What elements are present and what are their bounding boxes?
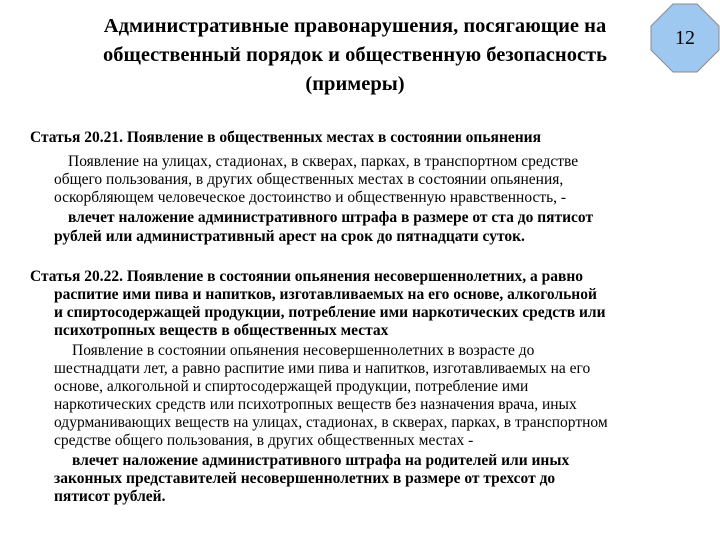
article-20-22-heading-line: и спиртосодержащей продукции, потребление ими наркотических средств или bbox=[54, 304, 606, 321]
article-20-21-heading: Статья 20.21. Появление в общественных местах в состоянии опьянения bbox=[30, 129, 542, 146]
title-line: общественный порядок и общественную безопасность bbox=[103, 44, 607, 66]
article-20-22-body-line: одурманивающих веществ на улицах, стадионах, в скверах, парках, в транспортном bbox=[54, 414, 608, 431]
article-20-22-body-line: шестнадцати лет, а равно распитие ими пива и напитков, изготавливаемых на его bbox=[54, 360, 591, 377]
article-20-22-heading-line: Статья 20.22. Появление в состоянии опьянения несовершеннолетних, а равно bbox=[30, 268, 584, 285]
page-number-badge bbox=[649, 2, 720, 74]
page-number: 12 bbox=[675, 26, 695, 49]
article-20-21-body-line: Появление на улицах, стадионах, в скверах, парках, в транспортном средстве bbox=[68, 153, 579, 170]
title-line: Административные правонарушения, посягающие на bbox=[103, 15, 607, 37]
slide-title bbox=[40, 12, 670, 99]
article-20-22-heading-line: распитие ими пива и напитков, изготавливаемых на его основе, алкогольной bbox=[54, 286, 597, 303]
article-20-22-heading-line: психотропных веществ в общественных местах bbox=[54, 322, 389, 339]
article-20-22-body-line: Появление в состоянии опьянения несовершеннолетних в возрасте до bbox=[72, 342, 535, 359]
article-20-21-penalty-line: рублей или административный арест на срок до пятнадцати суток. bbox=[54, 228, 525, 245]
title-line: (примеры) bbox=[305, 73, 405, 95]
article-20-21-body-line: общего пользования, в других общественных местах в состоянии опьянения, bbox=[54, 171, 564, 188]
article-20-21-body-line: оскорбляющем человеческое достоинство и общественную нравственность, - bbox=[54, 189, 567, 206]
article-20-22-penalty-line: пятисот рублей. bbox=[54, 488, 166, 505]
article-20-22-penalty-line: законных представителей несовершеннолетних в размере от трехсот до bbox=[54, 470, 556, 487]
article-20-22-penalty-line: влечет наложение административного штрафа на родителей или иных bbox=[72, 452, 570, 469]
article-20-22-body-line: основе, алкогольной и спиртосодержащей продукции, потребление ими bbox=[54, 378, 529, 395]
article-20-21-penalty-line: влечет наложение административного штрафа в размере от ста до пятисот bbox=[68, 209, 594, 226]
article-20-22-body-line: наркотических средств или психотропных веществ без назначения врача, иных bbox=[54, 396, 577, 413]
article-20-22-body-line: средстве общего пользования, в других общественных местах - bbox=[54, 432, 474, 449]
